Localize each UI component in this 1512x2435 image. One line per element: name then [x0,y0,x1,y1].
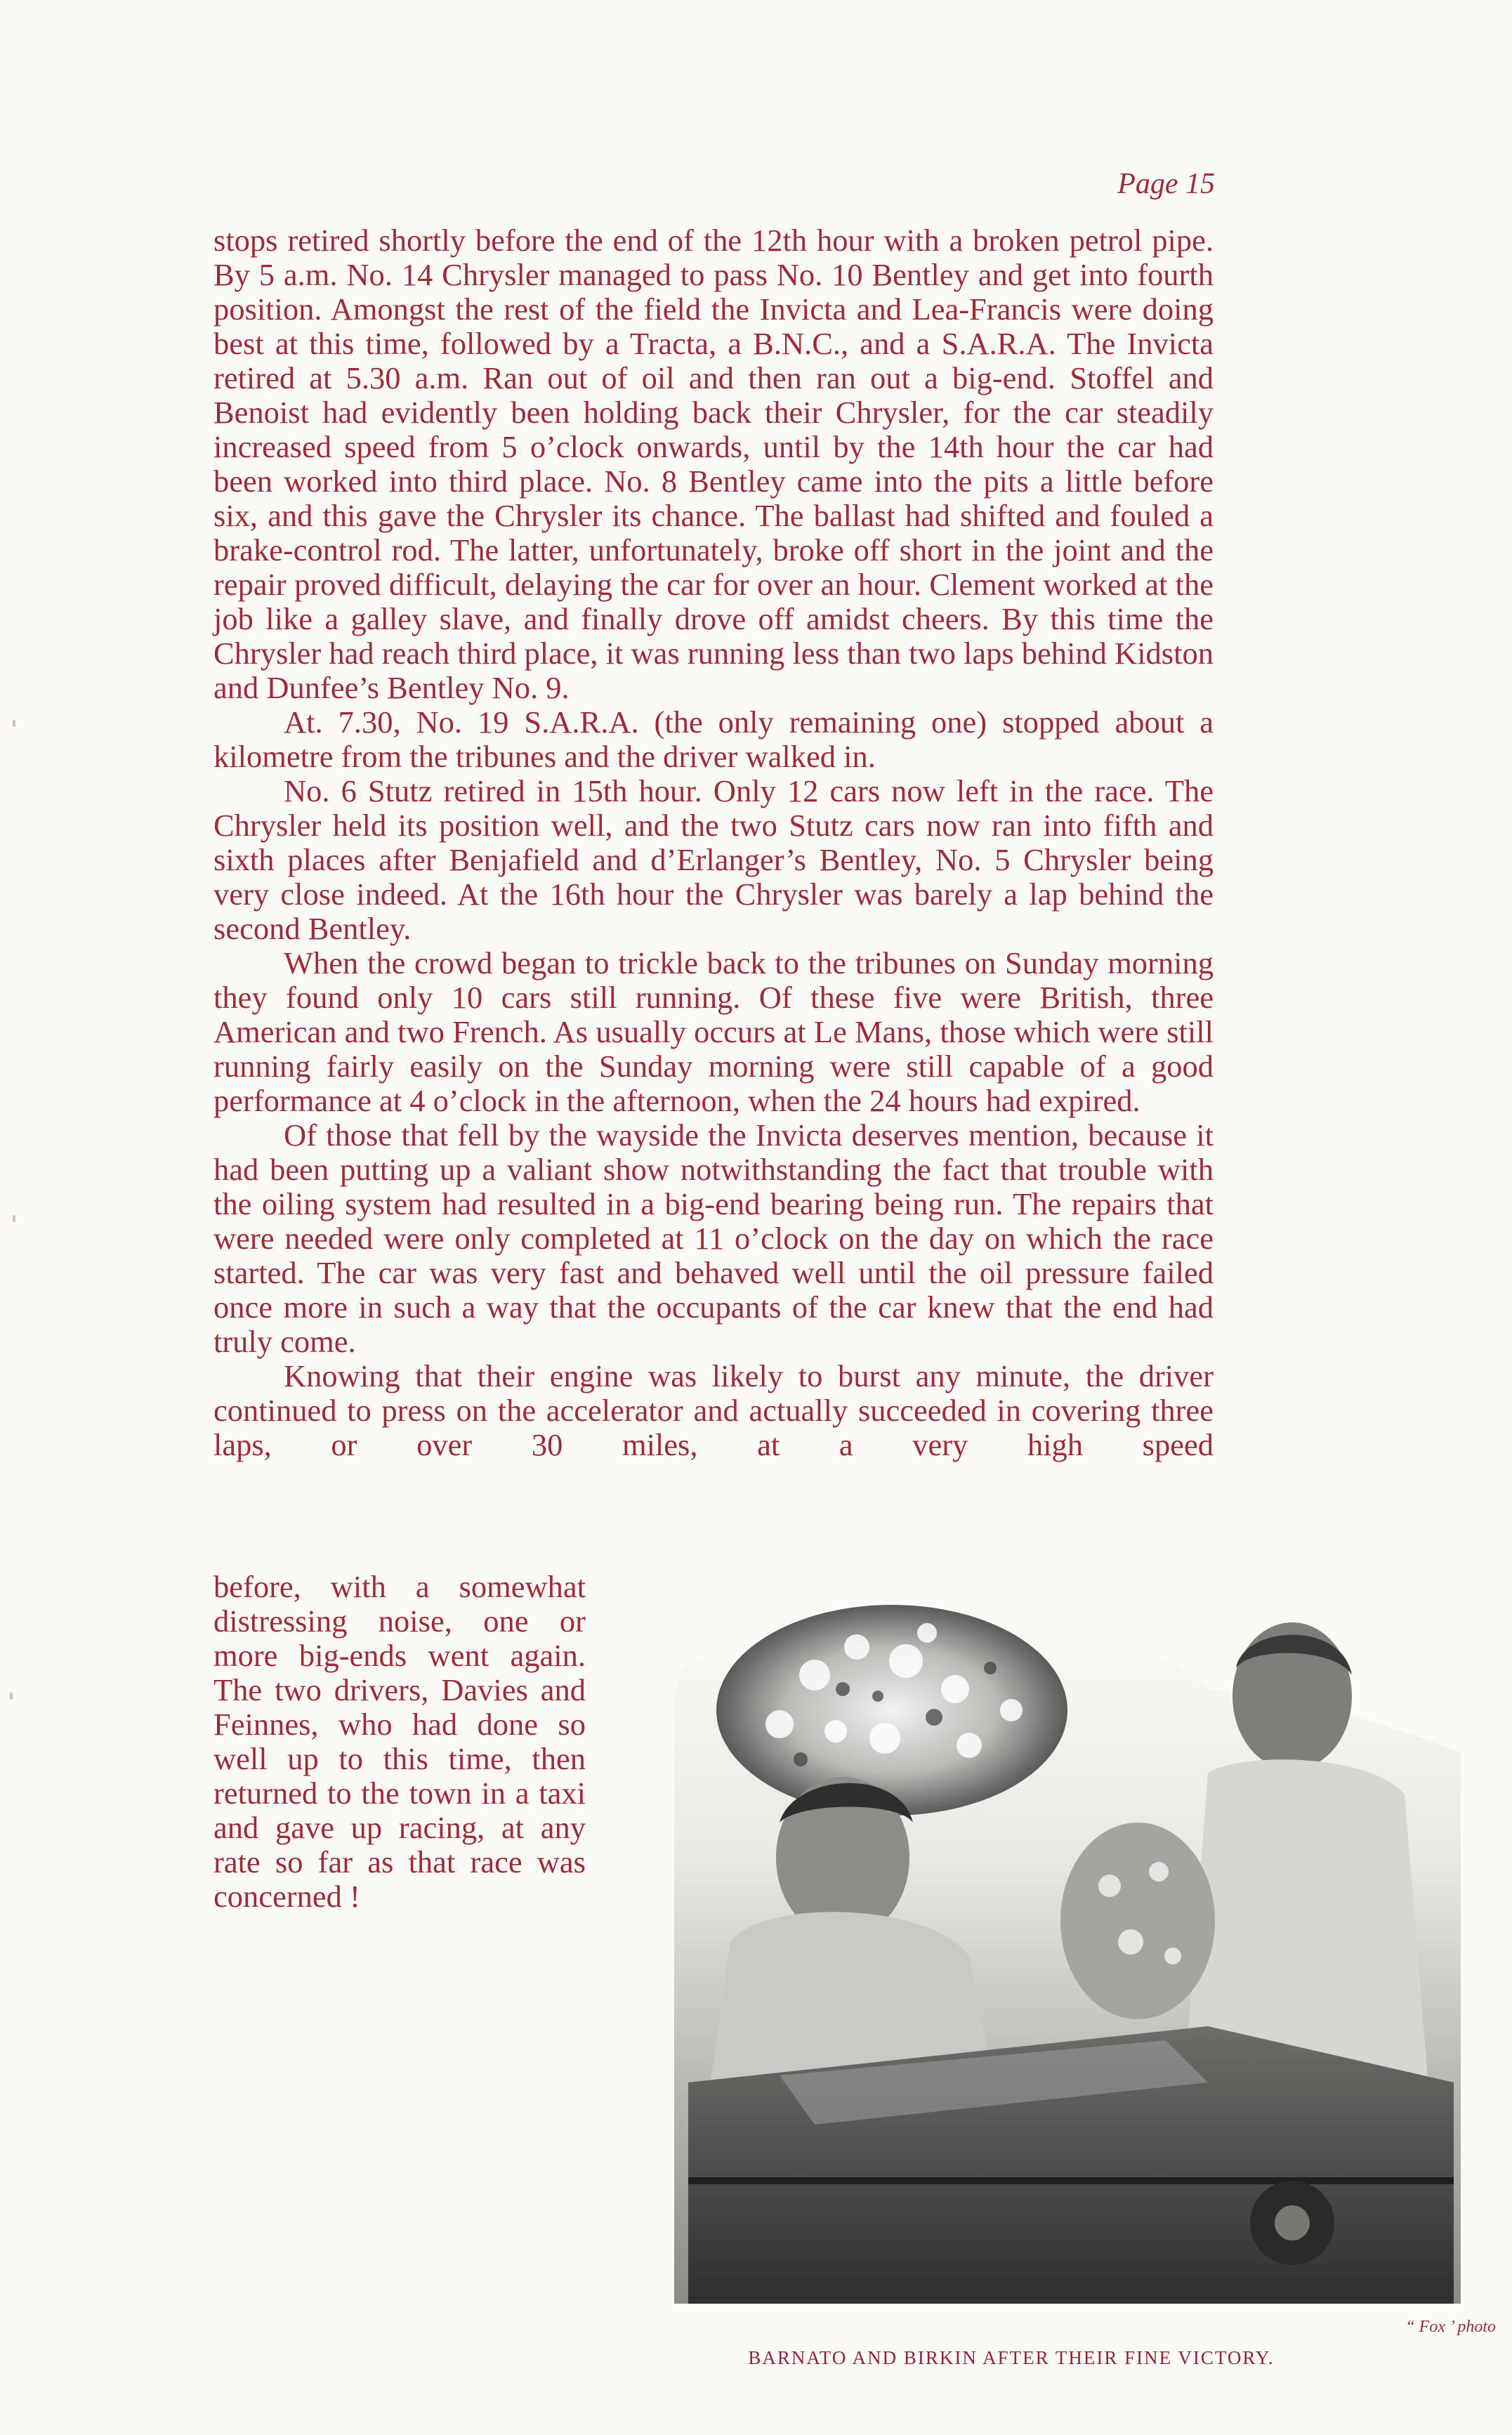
margin-mark [13,720,15,727]
margin-mark [13,1215,15,1222]
paragraph: stops retired shortly before the end of the 12th hour with a broken petrol pipe. By 5 a.m. No. 14 Chrysler managed to pass No. 10 Bentley and get into fourth position. Amongst the rest of the field the Invicta and Lea-Francis were doing best at this time, followed by a Tracta, a B.N.C., and a S.A.R.A. The Invicta retired at 5.30 a.m. Ran out of oil and then ran out a big-end. Stoffel and Benoist had evidently been holding back their Chrysler, for the car steadily increased speed from 5 o’clock onwards, until by the 14th hour the car had been worked into third place. No. 8 Bentley came into the pits a little before six, and this gave the Chrysler its chance. The ballast had shifted and fouled a brake-control rod. The latter, unfortunately, broke off short in the joint and the repair proved difficult, delaying the car for over an hour. Clement worked at the job like a galley slave, and finally drove off amidst cheers. By this time the Chrysler had reach third place, it was running less than two laps behind Kidston and Dunfee’s Bentley No. 9. [213,223,1214,705]
paragraph: Of those that fell by the wayside the Invicta deserves mention, because it had been putting up a valiant show notwithstanding the fact that trouble with the oiling system had resulted in a big-end bearing being run. The repairs that were needed were only completed at 11 o’clock on the day on which the race started. The car was very fast and behaved well until the oil pressure failed once more in such a way that the occupants of the car knew that the end had truly come. [213,1117,1214,1359]
photo-caption: BARNATO AND BIRKIN AFTER THEIR FINE VICTORY. [748,2347,1275,2368]
paragraph: No. 6 Stutz retired in 15th hour. Only 12 cars now left in the race. The Chrysler held its position well, and the two Stutz cars now ran into fifth and sixth places after Benjafield and d’Erlanger’s Bentley, No. 5 Chrysler being very close indeed. At the 16th hour the Chrysler was barely a lap behind the second Bentley. [213,773,1214,946]
paragraph: before, with a somewhat distressing noise, one or more big-ends went again. The two drivers, Davies and Feinnes, who had done so well up to this time, then returned to the town in a taxi and gave up racing, at any rate so far as that race was concerned ! [213,1569,586,1914]
margin-mark [10,1693,13,1700]
photo-credit: “ Fox ’ photo [1405,2318,1496,2336]
article-body [213,223,1214,1462]
page-number: Page 15 [1117,168,1215,200]
victory-photo [674,1591,1461,2304]
side-column-text [213,1570,586,1914]
paragraph: When the crowd began to trickle back to the tribunes on Sunday morning they found only 10 cars still running. Of these five were British, three American and two French. As usually occurs at Le Mans, those which were still running fairly easily on the Sunday morning were still capable of a good performance at 4 o’clock in the afternoon, when the 24 hours had expired. [213,945,1214,1118]
paragraph: Knowing that their engine was likely to burst any minute, the driver continued to press on the accelerator and actually succeeded in covering three laps, or over 30 miles, at a very high speed [213,1358,1214,1462]
photo-illustration [674,1591,1461,2304]
paragraph: At. 7.30, No. 19 S.A.R.A. (the only remaining one) stopped about a kilometre from the tribunes and the driver walked in. [213,704,1214,774]
